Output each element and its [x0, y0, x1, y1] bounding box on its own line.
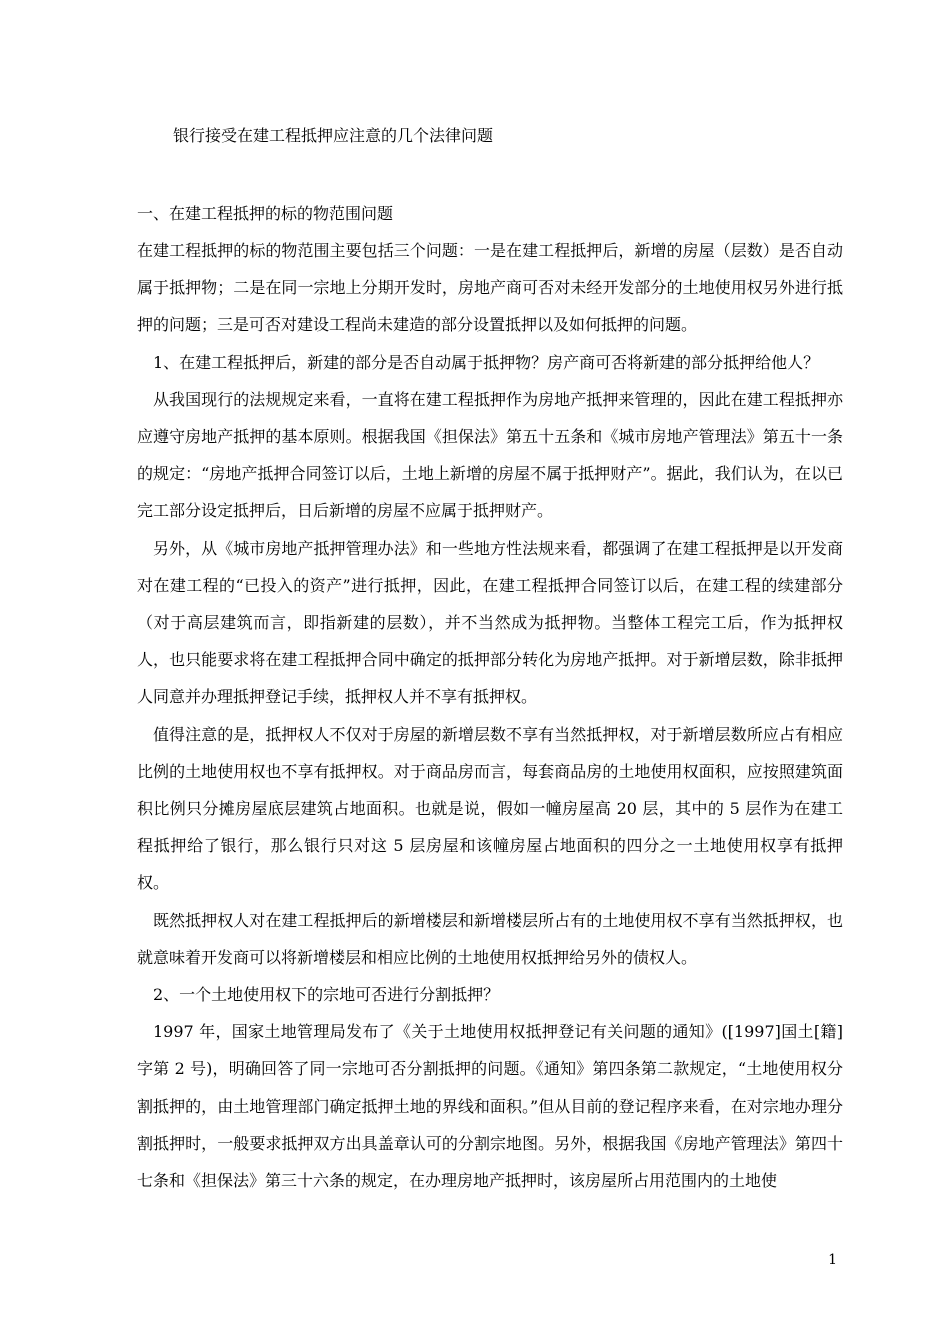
subheading-2: 2、一个土地使用权下的宗地可否进行分割抵押？ — [153, 985, 500, 1005]
document-title: 银行接受在建工程抵押应注意的几个法律问题 — [173, 126, 494, 145]
paragraph-regulation: 从我国现行的法规规定来看，一直将在建工程抵押作为房地产抵押来管理的，因此在建工程抵押亦应遵守房地产抵押的基本原则。根据我国《担保法》第五十五条和《城市房地产管理法》第五十一条的规定：“房地产抵押合同签订以后，土地上新增的房屋不属于抵押财产”。据此，我们认为，在以已完工部分设定抵押后，日后新增的房屋不应属于抵押财产。 — [137, 389, 843, 521]
paragraph-consequence: 既然抵押权人对在建工程抵押后的新增楼层和新增楼层所占有的土地使用权不享有当然抵押权，也就意味着开发商可以将新增楼层和相应比例的土地使用权抵押给另外的债权人。 — [137, 910, 843, 967]
paragraph-note: 值得注意的是，抵押权人不仅对于房屋的新增层数不享有当然抵押权，对于新增层数所应占有相应比例的土地使用权也不享有抵押权。对于商品房而言，每套商品房的土地使用权面积，应按照建筑面积比例只分摊房屋底层建筑占地面积。也就是说，假如一幢房屋高 20 层，其中的 5 层作为在建工程抵押给了银行，那么银行只对这 5 层房屋和该幢房屋占地面积的四分之一土地使用权享有抵押权。 — [137, 724, 843, 893]
paragraph-intro: 在建工程抵押的标的物范围主要包括三个问题：一是在建工程抵押后，新增的房屋（层数）是否自动属于抵押物；二是在同一宗地上分期开发时，房地产商可否对未经开发部分的土地使用权另外进行抵押的问题；三是可否对建设工程尚未建造的部分设置抵押以及如何抵押的问题。 — [137, 241, 843, 335]
document-body — [137, 120, 843, 1199]
paragraph-1997-notice: 1997 年，国家土地管理局发布了《关于土地使用权抵押登记有关问题的通知》([1997]国土[籍]字第 2 号)，明确回答了同一宗地可否分割抵押的问题。《通知》第四条第二款规定，“土地使用权分割抵押的，由土地管理部门确定抵押土地的界线和面积。”但从目前的登记程序来看，在对宗地办理分割抵押时，一般要求抵押双方出具盖章认可的分割宗地图。另外，根据我国《房地产管理法》第四十七条和《担保法》第三十六条的规定，在办理房地产抵押时，该房屋所占用范围内的土地使 — [137, 1022, 843, 1191]
subheading-1: 1、在建工程抵押后，新建的部分是否自动属于抵押物？房产商可否将新建的部分抵押给他人？ — [153, 352, 820, 372]
section-heading-1: 一、在建工程抵押的标的物范围问题 — [137, 204, 394, 223]
page-number: 1 — [828, 1252, 837, 1268]
paragraph-additionally: 另外，从《城市房地产抵押管理办法》和一些地方性法规来看，都强调了在建工程抵押是以开发商对在建工程的“已投入的资产”进行抵押，因此，在建工程抵押合同签订以后，在建工程的续建部分（对于高层建筑而言，即指新建的层数），并不当然成为抵押物。当整体工程完工后，作为抵押权人，也只能要求将在建工程抵押合同中确定的抵押部分转化为房地产抵押。对于新增层数，除非抵押人同意并办理抵押登记手续，抵押权人并不享有抵押权。 — [137, 538, 843, 707]
